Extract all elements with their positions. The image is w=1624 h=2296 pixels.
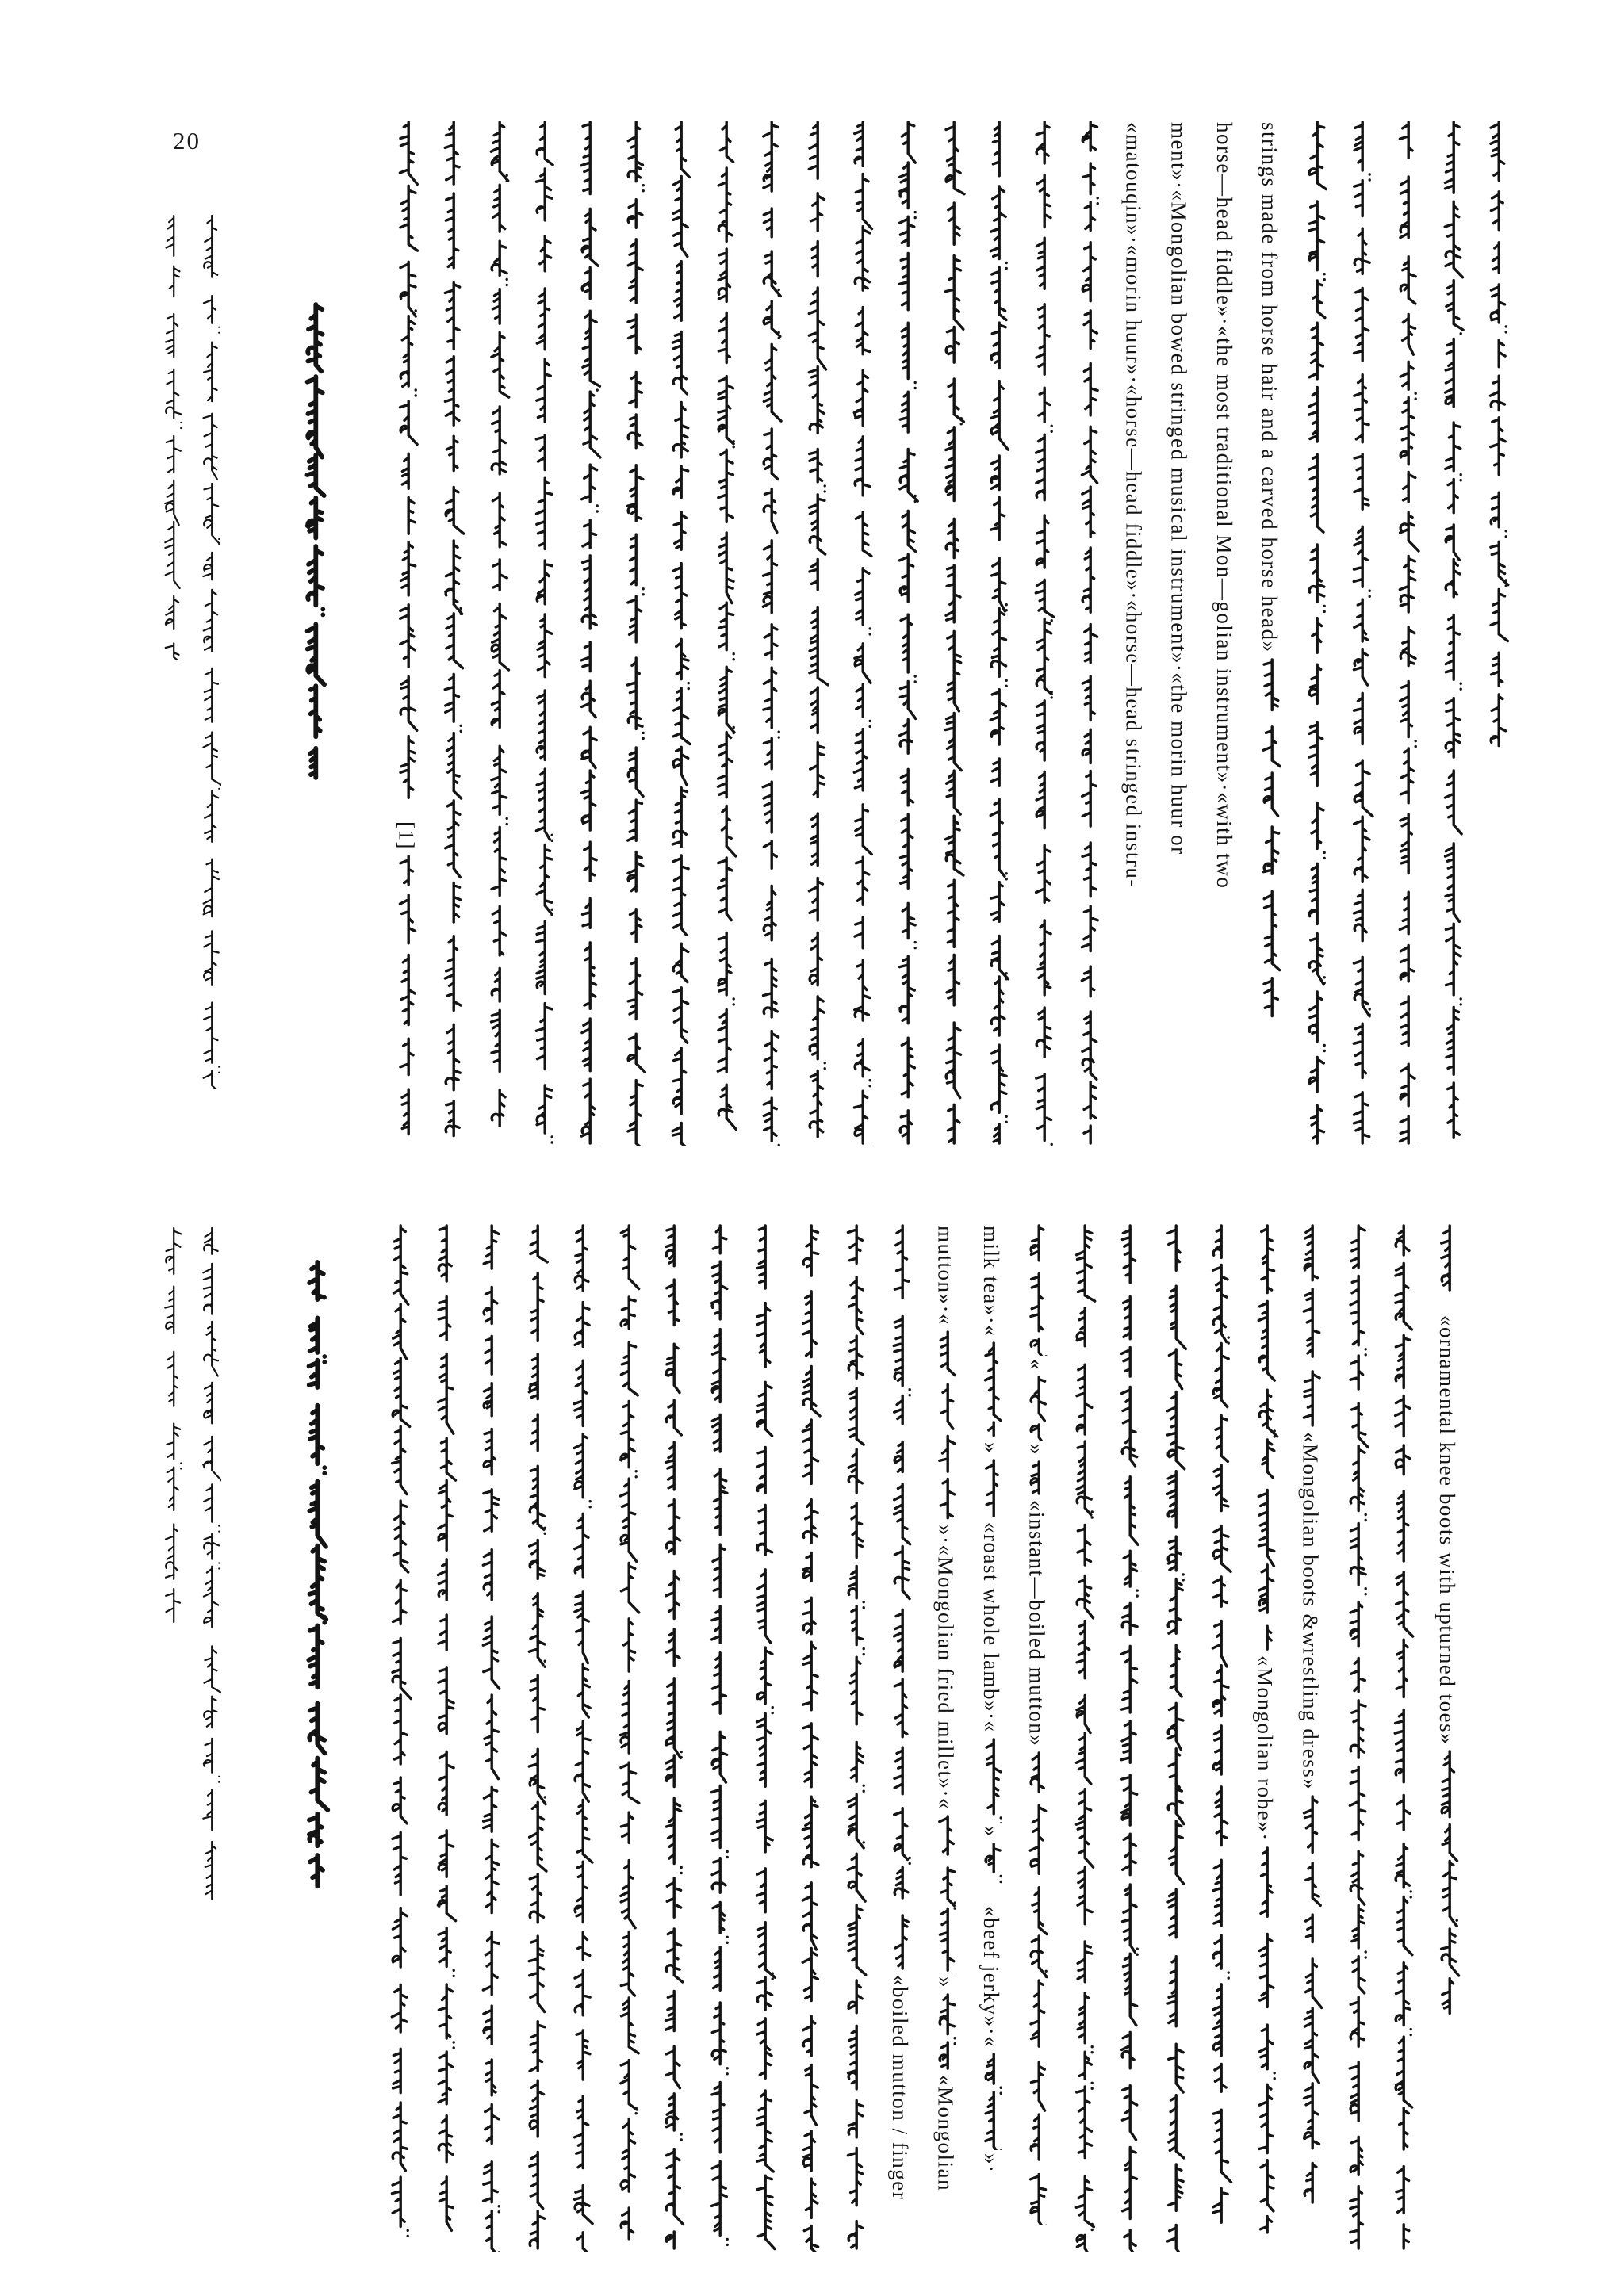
mongolian-script-run (975, 1736, 1007, 1823)
text-column (563, 1223, 598, 2252)
mongolian-script-run (838, 1223, 870, 2252)
text-column (1384, 1223, 1419, 2252)
mongolian-script-run (199, 1225, 221, 1903)
english-term: «Mongolian robe»· (1253, 1655, 1277, 1842)
english-term: «Mongolian (933, 2074, 958, 2191)
english-term: strings made from horse hair and a carved horse head» (1258, 122, 1282, 653)
mongolian-script-run (428, 1223, 460, 2252)
text-column (791, 1223, 826, 2252)
english-term: mutton»·« (933, 1226, 958, 1326)
mongolian-script-run (747, 1223, 779, 2252)
mongolian-script-run (1021, 1223, 1052, 1356)
mongolian-script-run (793, 1223, 825, 2252)
mongolian-script-run (929, 1813, 961, 1973)
english-term: «boiled mutton / finger (888, 1975, 912, 2201)
mongolian-script-run (656, 1223, 688, 2252)
mongolian-script-run (975, 2051, 1007, 2150)
mongolian-script-run (1249, 1845, 1281, 2236)
text-column (745, 1223, 780, 2252)
english-term: «ornamental knee boots with upturned toes» (1435, 1315, 1459, 1746)
text-column (1156, 1223, 1191, 2252)
mongolian-script-run (293, 1259, 335, 1917)
text-column (427, 1223, 462, 2252)
mongolian-script-run (929, 1329, 961, 1521)
text-column (928, 1223, 963, 2195)
mongolian-script-run (161, 1225, 183, 1625)
text-column (700, 1223, 735, 2252)
text-column (472, 1223, 507, 2252)
mongolian-script-run (929, 1992, 961, 2072)
mongolian-script-run (975, 1841, 1007, 1903)
mongolian-script-run (1021, 1374, 1052, 1441)
mongolian-script-run (1021, 1750, 1052, 2225)
text-column (1201, 1223, 1236, 2252)
text-column (837, 1223, 871, 2252)
english-term: « (1025, 1359, 1049, 1371)
text-column (883, 1223, 917, 2203)
mongolian-script-run (473, 1223, 505, 2252)
english-term: ment»·«Mongolian bowed stringed musical instrument»·«the morin huur or (1166, 122, 1191, 855)
text-column (609, 1223, 644, 2252)
footnote-marker: [1] (394, 821, 419, 850)
mongolian-script-run (975, 1457, 1007, 1519)
english-term: «Mongolian boots &wrestling dress» (1298, 1432, 1323, 1791)
mongolian-script-run (1203, 1223, 1235, 2252)
english-term: » (1025, 1444, 1049, 1456)
note-column (198, 1225, 222, 1903)
mongolian-script-run (1249, 1223, 1281, 1652)
english-term: »· (979, 2152, 1003, 2174)
mongolian-script-run (1021, 1459, 1052, 1497)
text-column (1430, 1223, 1465, 2017)
mongolian-script-run (565, 1223, 596, 2252)
text-column (1339, 1223, 1373, 2252)
mongolian-script-run (611, 1223, 642, 2252)
mongolian-script-run (1385, 1223, 1417, 2252)
page-number: 20 (173, 127, 201, 155)
english-term: «matouqin»·«morin huur»·«horse—head fiddle»·«horse—head stringed instru- (1121, 122, 1146, 888)
english-term: milk tea»·« (979, 1226, 1003, 1337)
text-column (1019, 1223, 1054, 2225)
mongolian-script-run (1431, 1223, 1463, 1312)
mongolian-script-run (1067, 1223, 1098, 2252)
text-column (1110, 1223, 1145, 2252)
mongolian-script-run (702, 1223, 733, 2252)
mongolian-script-run (519, 1223, 551, 2252)
section-heading-mongolian (292, 1259, 336, 1917)
text-column (1293, 1223, 1327, 2206)
mongolian-script-run (382, 1223, 414, 2252)
mongolian-script-run (1340, 1223, 1372, 2252)
english-term: horse—head fiddle»·«the most traditional Mon—golian instrument»·«with two (1212, 122, 1236, 890)
mongolian-script-run (1112, 1223, 1143, 2252)
mongolian-script-run (884, 1223, 916, 1972)
text-column (1065, 1223, 1100, 2252)
text-column (1247, 1223, 1282, 2236)
mongolian-script-run (1431, 1748, 1463, 2017)
english-term: » (979, 1442, 1003, 1455)
mongolian-script-run (1294, 1223, 1326, 1429)
english-term: »·«Mongolian fried millet»·« (933, 1525, 958, 1810)
mongolian-script-run (1158, 1223, 1189, 2252)
note-column (160, 1225, 184, 1625)
mongolian-script-run (1294, 1793, 1326, 2206)
mongolian-script-run (975, 1340, 1007, 1439)
english-term: «roast whole lamb»·« (979, 1522, 1003, 1733)
text-column (974, 1223, 1009, 2176)
text-column (654, 1223, 689, 2252)
english-term: » (979, 1825, 1003, 1838)
english-term: » (933, 1976, 958, 1988)
english-term: «instant—boiled mutton» (1025, 1500, 1049, 1747)
text-column (381, 1223, 416, 2252)
english-term: «beef jerky»·« (979, 1905, 1003, 2048)
text-column (518, 1223, 553, 2252)
